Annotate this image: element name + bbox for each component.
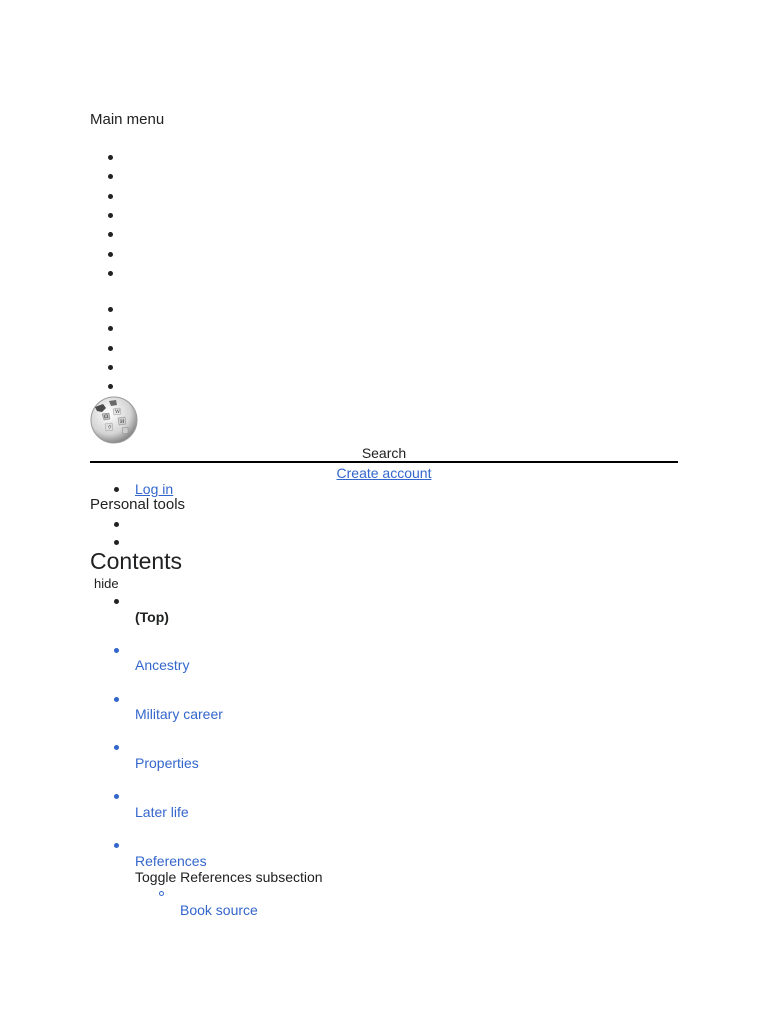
list-bullet [114,487,119,492]
toc-item-references[interactable]: References [135,853,207,869]
list-bullet [108,194,113,199]
list-bullet [108,271,113,276]
personal-tools-title[interactable]: Personal tools [90,496,186,513]
toc-item-top[interactable]: (Top) [135,609,169,625]
svg-text:W: W [115,409,121,415]
toc-item-properties[interactable]: Properties [135,755,199,771]
list-bullet [114,697,119,702]
search-button[interactable]: Search [361,445,407,461]
toc-item-book-source[interactable]: Book source [180,902,258,918]
list-bullet [108,346,113,351]
list-bullet [114,522,119,527]
search-divider [90,461,678,463]
list-bullet [159,891,164,896]
list-bullet [108,307,113,312]
toc-item-ancestry[interactable]: Ancestry [135,657,190,673]
list-bullet [114,794,119,799]
list-bullet [114,599,119,604]
list-bullet [114,745,119,750]
list-bullet [114,648,119,653]
toc-title: Contents [90,548,183,574]
list-bullet [108,174,113,179]
list-bullet [108,232,113,237]
list-bullet [114,540,119,545]
wikipedia-globe-icon[interactable] [89,395,139,445]
log-in-link[interactable]: Log in [135,481,174,497]
list-bullet [114,843,119,848]
list-bullet [108,326,113,331]
list-bullet [108,252,113,257]
create-account-row [0,465,768,481]
list-bullet [108,365,113,370]
toc-hide-button[interactable]: hide [94,576,119,591]
list-bullet [108,384,113,389]
svg-text:И: И [120,419,125,425]
toc-item-later-life[interactable]: Later life [135,804,189,820]
svg-text:ウ: ウ [107,425,113,431]
create-account-link[interactable]: Create account [336,465,432,481]
main-menu-title: Main menu [90,111,165,128]
list-bullet [108,155,113,160]
toggle-references-subsection-button[interactable]: Toggle References subsection [135,869,323,885]
toc-item-military-career[interactable]: Military career [135,706,223,722]
svg-text:Ω: Ω [104,414,109,420]
list-bullet [108,213,113,218]
